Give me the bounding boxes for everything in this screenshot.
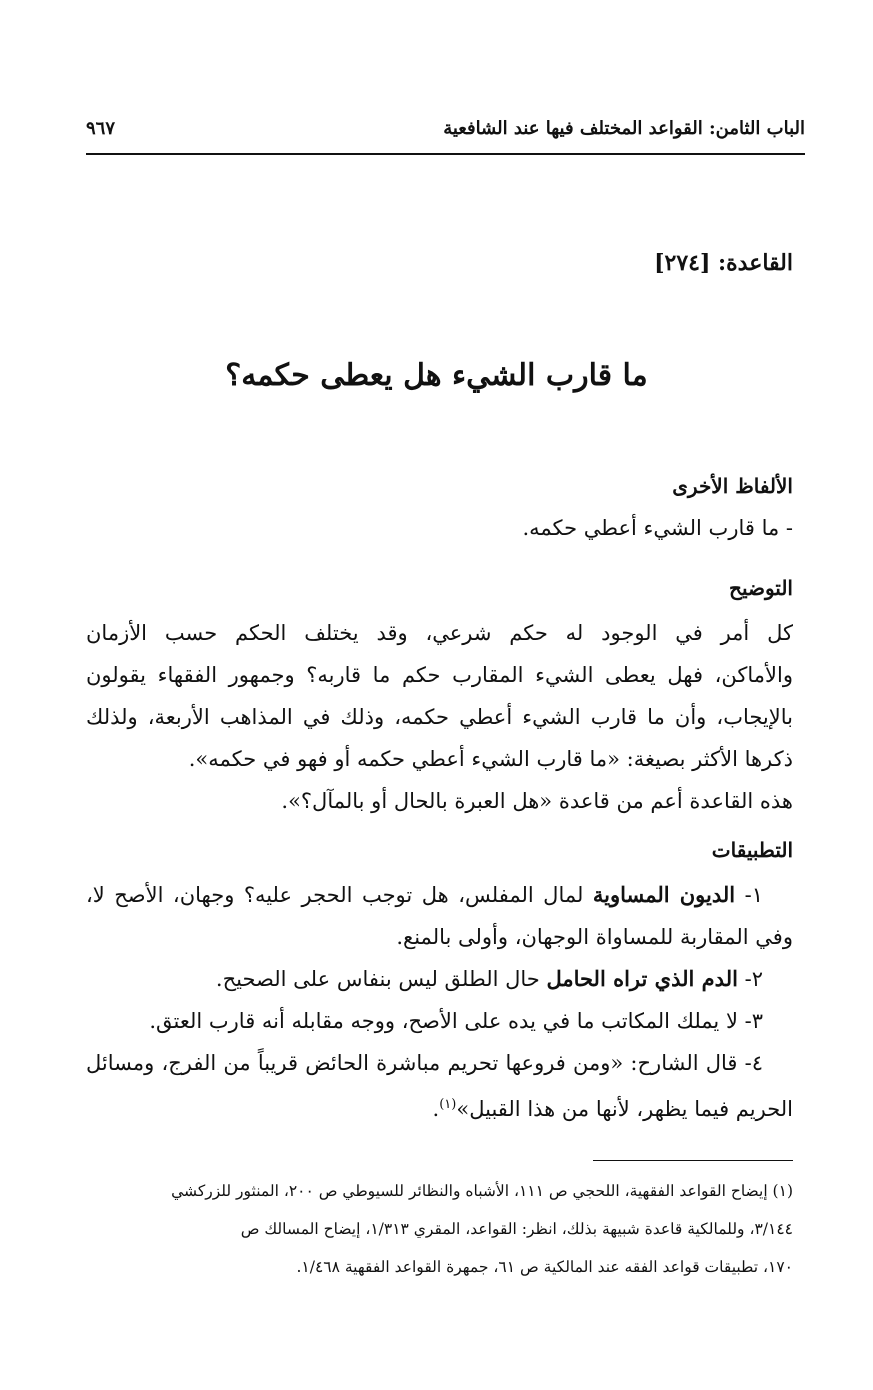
page-number: ٩٦٧ — [86, 118, 116, 139]
running-title: الباب الثامن: القواعد المختلف فيها عند الشافعية — [443, 118, 805, 139]
footnote-marker: (١) — [439, 1097, 457, 1112]
explanation-body — [86, 612, 793, 822]
rule-label: القاعدة: [٢٧٤] — [654, 250, 793, 276]
application-line: وفي المقاربة للمساواة الوجهان، وأولى بالمنع. — [396, 925, 793, 949]
footnotes — [86, 1172, 793, 1286]
other-wordings-heading: الألفاظ الأخرى — [672, 474, 793, 498]
applications-body — [86, 874, 793, 1130]
footnote-line: ٣/١٤٤، وللمالكية قاعدة شبيهة بذلك، انظر: القواعد، المقري ١/٣١٣، إيضاح المسالك ص — [240, 1220, 793, 1238]
application-line: ٤- قال الشارح: «ومن فروعها تحريم مباشرة الحائض قريباً من الفرج، ومسائل — [86, 1051, 763, 1075]
other-wording-item: - ما قارب الشيء أعطي حكمه. — [522, 516, 793, 540]
applications-heading: التطبيقات — [711, 838, 793, 862]
explanation-line: كل أمر في الوجود له حكم شرعي، وقد يختلف الحكم حسب الأزمان — [86, 621, 793, 645]
application-line: ٣- لا يملك المكاتب ما في يده على الأصح، ووجه مقابله أنه قارب العتق. — [149, 1009, 763, 1033]
header-divider — [86, 153, 805, 155]
explanation-line: هذه القاعدة أعم من قاعدة «هل العبرة بالحال أو بالمآل؟». — [281, 789, 793, 813]
footnote-divider — [593, 1160, 793, 1161]
footnote-line: (١) إيضاح القواعد الفقهية، اللحجي ص ١١١، الأشباه والنظائر للسيوطي ص ٢٠٠، المنثور للزركشي — [171, 1182, 793, 1200]
rule-title: ما قارب الشيء هل يعطى حكمه؟ — [225, 358, 648, 393]
application-line: ٢- الدم الذي تراه الحامل حال الطلق ليس بنفاس على الصحيح. — [215, 966, 763, 991]
explanation-heading: التوضيح — [729, 576, 793, 600]
explanation-line: بالإيجاب، وأن ما قارب الشيء أعطي حكمه، وذلك في المذاهب الأربعة، ولذلك — [86, 705, 793, 729]
explanation-line: ذكرها الأكثر بصيغة: «ما قارب الشيء أعطي حكمه أو فهو في حكمه». — [188, 747, 793, 771]
application-line: ١- الديون المساوية لمال المفلس، هل توجب الحجر عليه؟ وجهان، الأصح لا، — [86, 882, 763, 907]
page-header — [86, 118, 805, 139]
explanation-line: والأماكن، فهل يعطى الشيء المقارب حكم ما قاربه؟ وجمهور الفقهاء يقولون — [86, 663, 793, 687]
footnote-line: ١٧٠، تطبيقات قواعد الفقه عند المالكية ص ٦١، جمهرة القواعد الفقهية ١/٤٦٨. — [296, 1258, 793, 1276]
application-line: الحريم فيما يظهر، لأنها من هذا القبيل»$^{(١)}$. — [432, 1097, 793, 1121]
